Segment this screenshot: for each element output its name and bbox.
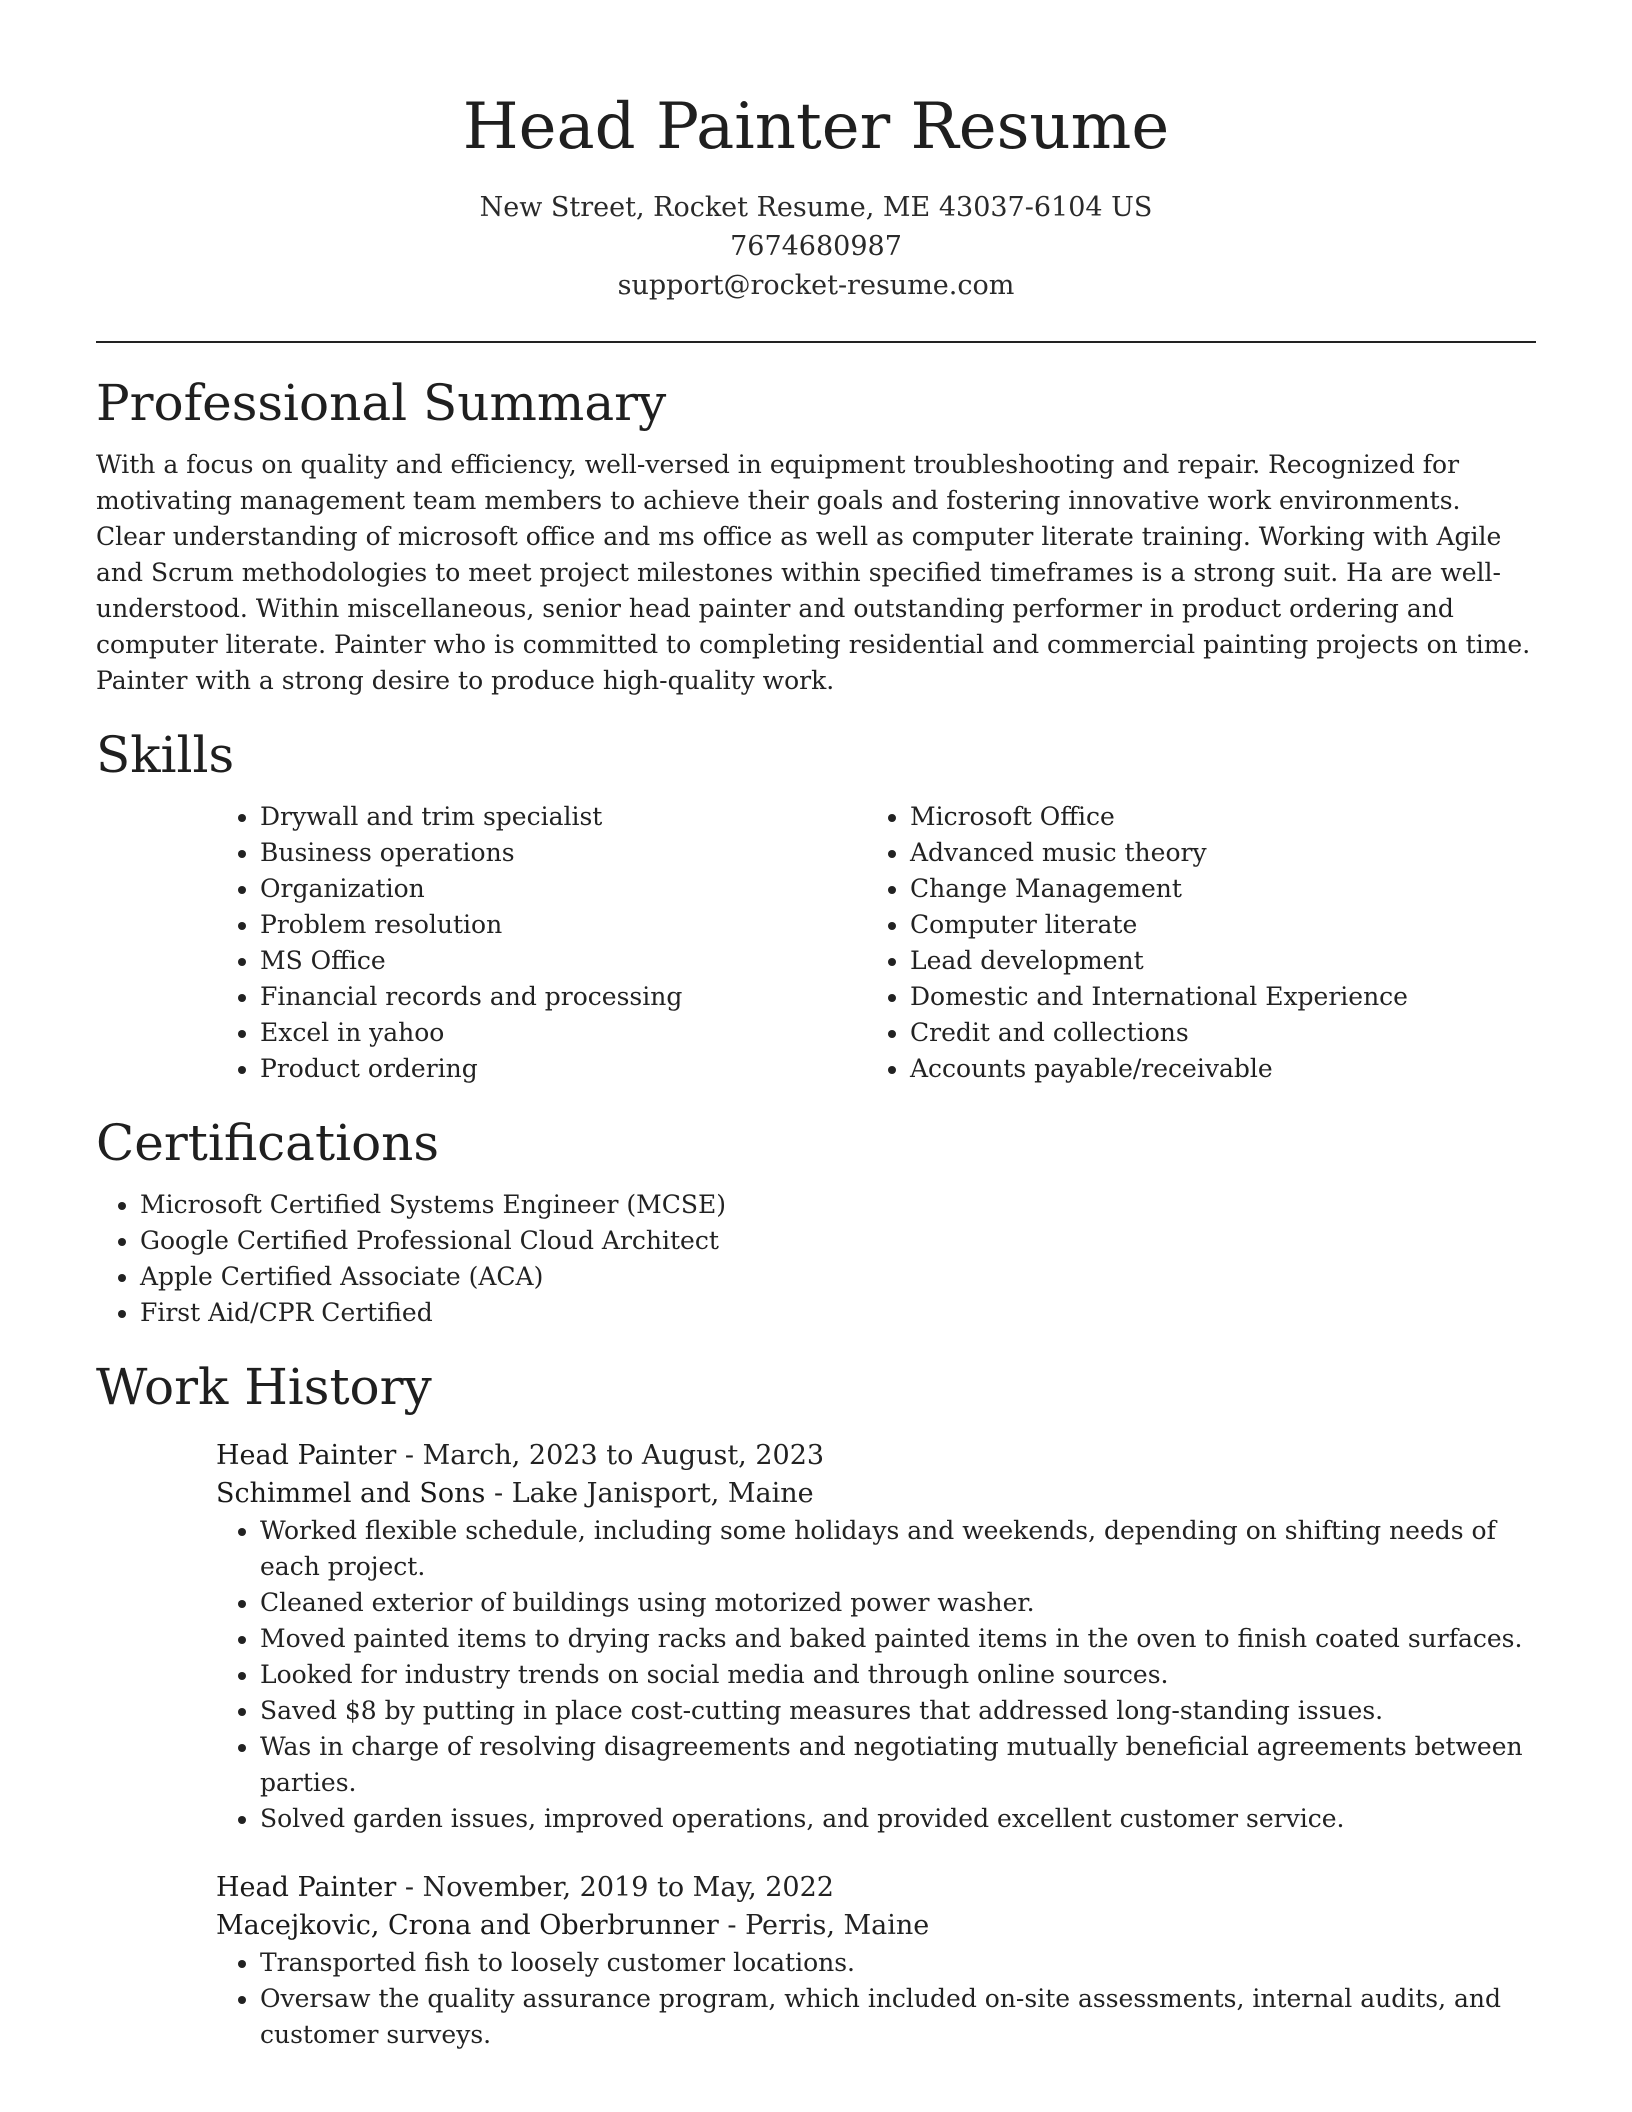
skill-item: • Product ordering [260, 1051, 866, 1087]
certification-item: • Google Certified Professional Cloud Architect [140, 1223, 1536, 1259]
job-duties-list [216, 1945, 1536, 2053]
skill-item: • Computer literate [910, 907, 1516, 943]
skill-item: • Credit and collections [910, 1015, 1516, 1051]
skill-item: • Problem resolution [260, 907, 866, 943]
skills-heading: Skills [96, 726, 235, 784]
job-company: Schimmel and Sons [216, 1478, 486, 1509]
job-dates: - March, 2023 to August, 2023 [396, 1440, 825, 1471]
skill-item: • Business operations [260, 835, 866, 871]
skills-columns [216, 799, 1536, 1087]
skills-list-right [866, 799, 1516, 1087]
skill-item: • Financial records and processing [260, 979, 866, 1015]
job-company-line [216, 1907, 1536, 1945]
summary-section [96, 373, 1536, 699]
certifications-heading: Certifications [96, 1114, 440, 1172]
skill-item: • Microsoft Office [910, 799, 1516, 835]
job-duties-list [216, 1513, 1536, 1837]
job-duty-item: • Looked for industry trends on social media and through online sources. [260, 1657, 1536, 1693]
header-divider [96, 341, 1536, 343]
job-duty-item: • Worked flexible schedule, including some holidays and weekends, depending on shifting needs of each project. [260, 1513, 1536, 1585]
job-duty-item: • Moved painted items to drying racks and baked painted items in the oven to finish coated surfaces. [260, 1621, 1536, 1657]
job-location: - Lake Janisport, Maine [485, 1478, 814, 1509]
resume-title: Head Painter Resume [462, 90, 1170, 164]
contact-phone: 7674680987 [730, 231, 902, 262]
summary-text: With a focus on quality and efficiency, well-versed in equipment troubleshooting and repair. Recognized for motivating management team members to achieve their goals and fostering innovative work environments. Clear understanding of microsoft office and ms office as well as computer literate training. Working with Agile and Scrum methodologies to meet project milestones within specified timeframes is a strong suit. Ha are well-understood. Within miscellaneous, senior head painter and outstanding performer in product ordering and computer literate. Painter who is committed to completing residential and commercial painting projects on time. Painter with a strong desire to produce high-quality work. [96, 450, 1531, 695]
contact-email: support@rocket-resume.com [617, 270, 1015, 301]
job-title-line [216, 1437, 1536, 1475]
skill-item: • Domestic and International Experience [910, 979, 1516, 1015]
job-company-line [216, 1475, 1536, 1513]
job-duty-item: • Oversaw the quality assurance program, which included on-site assessments, internal audits, and customer surveys. [260, 1981, 1536, 2053]
job-duty-item: • Cleaned exterior of buildings using motorized power washer. [260, 1585, 1536, 1621]
skill-item: • Advanced music theory [910, 835, 1516, 871]
job-location: - Perris, Maine [718, 1910, 930, 1941]
certification-item: • Microsoft Certified Systems Engineer (MCSE) [140, 1187, 1536, 1223]
contact-block [96, 188, 1536, 305]
skill-item: • MS Office [260, 943, 866, 979]
contact-address: New Street, Rocket Resume, ME 43037-6104 US [479, 192, 1153, 223]
job-role: Head Painter [216, 1872, 397, 1903]
certification-item: • Apple Certified Associate (ACA) [140, 1259, 1536, 1295]
job-duty-item: • Solved garden issues, improved operations, and provided excellent customer service. [260, 1801, 1536, 1837]
skill-item: • Drywall and trim specialist [260, 799, 866, 835]
job-entry [216, 1869, 1536, 2053]
job-dates: - November, 2019 to May, 2022 [396, 1872, 834, 1903]
job-title-line [216, 1869, 1536, 1907]
skills-column-left [216, 799, 866, 1087]
skill-item: • Lead development [910, 943, 1516, 979]
certification-item: • First Aid/CPR Certified [140, 1295, 1536, 1331]
resume-header [96, 0, 1536, 305]
skills-list-left [216, 799, 866, 1087]
work-history-section [96, 1357, 1536, 2053]
job-duty-item: • Transported fish to loosely customer locations. [260, 1945, 1536, 1981]
skills-column-right [866, 799, 1516, 1087]
certifications-list [96, 1187, 1536, 1331]
skill-item: • Change Management [910, 871, 1516, 907]
job-entry [216, 1437, 1536, 1837]
job-duty-item: • Saved $8 by putting in place cost-cutting measures that addressed long-standing issues. [260, 1693, 1536, 1729]
skill-item: • Excel in yahoo [260, 1015, 866, 1051]
job-duty-item: • Was in charge of resolving disagreements and negotiating mutually beneficial agreements between parties. [260, 1729, 1536, 1801]
job-role: Head Painter [216, 1440, 397, 1471]
work-history-heading: Work History [96, 1358, 432, 1416]
job-company: Macejkovic, Crona and Oberbrunner [216, 1910, 719, 1941]
certifications-section [96, 1113, 1536, 1331]
skill-item: • Accounts payable/receivable [910, 1051, 1516, 1087]
skill-item: • Organization [260, 871, 866, 907]
summary-heading: Professional Summary [96, 374, 667, 432]
skills-section [96, 725, 1536, 1087]
resume-page [96, 0, 1536, 2053]
